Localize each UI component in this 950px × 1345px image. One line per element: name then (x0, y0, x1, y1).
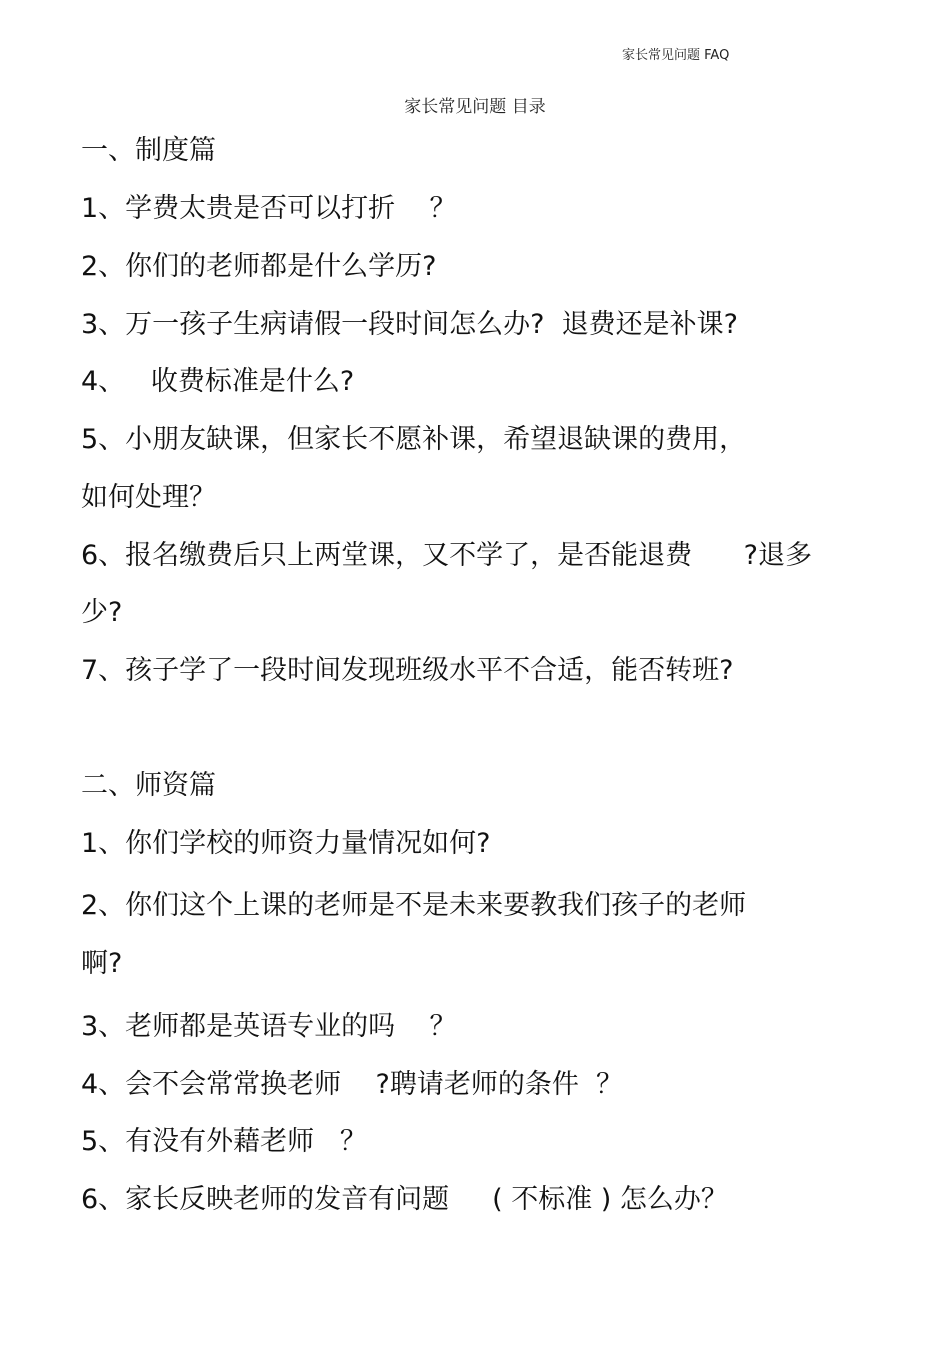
list-item: 啊? (81, 948, 123, 979)
list-item: 6、报名缴费后只上两堂课，又不学了，是否能退费 ?退多 (81, 540, 813, 571)
list-item: 4、 收费标准是什么? (81, 366, 355, 397)
section-heading-2: 二、师资篇 (81, 770, 216, 801)
section-heading-1: 一、制度篇 (81, 135, 216, 166)
list-item: 5、小朋友缺课，但家长不愿补课，希望退缺课的费用， (81, 424, 747, 455)
list-item: 1、你们学校的师资力量情况如何? (81, 828, 491, 859)
list-item: 6、家长反映老师的发音有问题 ( 不标准 ) 怎么办？ (81, 1184, 728, 1215)
list-item: 2、你们的老师都是什么学历? (81, 251, 437, 282)
list-item: 5、有没有外藉老师 ？ (81, 1126, 367, 1157)
list-item: 3、万一孩子生病请假一段时间怎么办? 退费还是补课? (81, 309, 739, 340)
running-header: 家长常见问题 FAQ (622, 48, 730, 63)
list-item: 7、孩子学了一段时间发现班级水平不合适，能否转班? (81, 655, 734, 686)
list-item: 1、学费太贵是否可以打折 ？ (81, 193, 457, 224)
list-item: 4、会不会常常换老师 ?聘请老师的条件 ？ (81, 1069, 624, 1100)
toc-title: 家长常见问题 目录 (404, 97, 546, 117)
list-item: 3、老师都是英语专业的吗 ？ (81, 1011, 457, 1042)
list-item: 少? (81, 597, 123, 628)
list-item: 2、你们这个上课的老师是不是未来要教我们孩子的老师 (81, 890, 747, 921)
list-item: 如何处理？ (81, 482, 216, 513)
